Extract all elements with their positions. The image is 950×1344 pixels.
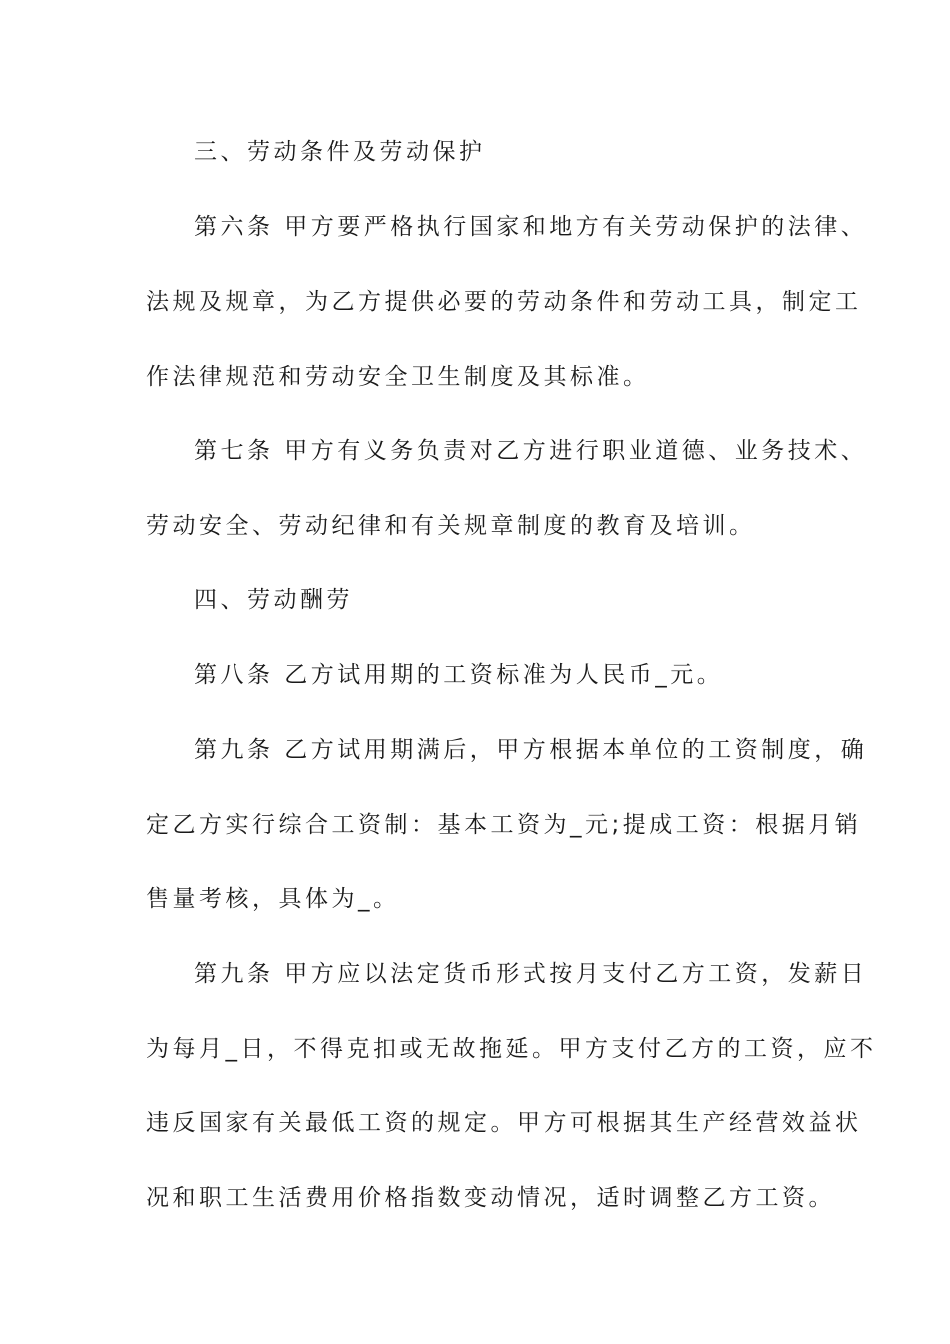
paragraph-line: 法规及规章，为乙方提供必要的劳动条件和劳动工具，制定工 [146,289,862,315]
paragraph-line: 第七条 甲方有义务负责对乙方进行职业道德、业务技术、 [194,438,868,464]
paragraph-line: 为每月_日，不得克扣或无故拖延。甲方支付乙方的工资，应不 [146,1036,877,1062]
section-heading-labor-conditions: 三、劳动条件及劳动保护 [194,139,486,165]
paragraph-line: 违反国家有关最低工资的规定。甲方可根据其生产经营效益状 [146,1110,862,1136]
paragraph-line: 第八条 乙方试用期的工资标准为人民币_元。 [194,662,724,688]
paragraph-line: 劳动安全、劳动纪律和有关规章制度的教育及培训。 [146,513,756,539]
paragraph-line: 第九条 乙方试用期满后，甲方根据本单位的工资制度，确 [194,737,868,763]
paragraph-line: 第九条 甲方应以法定货币形式按月支付乙方工资，发薪日 [194,961,868,987]
paragraph-line: 定乙方实行综合工资制：基本工资为_元;提成工资：根据月销 [146,812,862,838]
paragraph-line: 售量考核，具体为_。 [146,886,400,912]
section-heading-labor-remuneration: 四、劳动酬劳 [194,587,353,613]
paragraph-line: 况和职工生活费用价格指数变动情况，适时调整乙方工资。 [146,1185,835,1211]
paragraph-line: 第六条 甲方要严格执行国家和地方有关劳动保护的法律、 [194,214,868,240]
paragraph-line: 作法律规范和劳动安全卫生制度及其标准。 [146,364,650,390]
